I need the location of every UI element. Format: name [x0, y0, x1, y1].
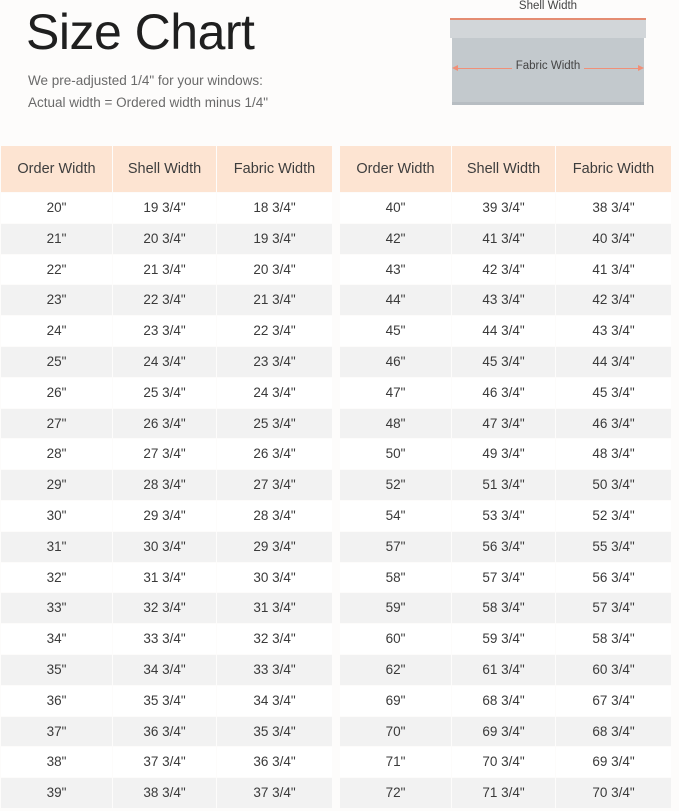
table-cell: 38": [1, 747, 112, 777]
table-cell: 53 3/4": [452, 501, 555, 531]
table-cell: 37 3/4": [217, 778, 332, 808]
table-cell: 40 3/4": [556, 224, 671, 254]
table-cell: 37": [1, 717, 112, 747]
shell-bar: [450, 18, 646, 38]
table-cell: 31 3/4": [113, 563, 216, 593]
fabric-width-label: Fabric Width: [512, 60, 585, 72]
table-cell: 43 3/4": [452, 285, 555, 315]
column-header: Order Width: [1, 146, 112, 192]
table-cell: 57 3/4": [452, 563, 555, 593]
table-cell: 24 3/4": [113, 347, 216, 377]
table-cell: 45 3/4": [452, 347, 555, 377]
table-cell: 50 3/4": [556, 470, 671, 500]
table-cell: 52 3/4": [556, 501, 671, 531]
blind-diagram: [448, 0, 648, 106]
table-cell: 51 3/4": [452, 470, 555, 500]
table-cell: 41 3/4": [452, 224, 555, 254]
table-cell: 32 3/4": [217, 624, 332, 654]
table-cell: 31": [1, 532, 112, 562]
table-cell: 46 3/4": [452, 378, 555, 408]
table-cell: 58": [340, 563, 451, 593]
table-cell: 29": [1, 470, 112, 500]
table-cell: 47 3/4": [452, 409, 555, 439]
table-cell: 34 3/4": [217, 686, 332, 716]
table-cell: 70 3/4": [556, 778, 671, 808]
table-cell: 22 3/4": [113, 285, 216, 315]
table-cell: 27": [1, 409, 112, 439]
column-header: Fabric Width: [217, 146, 332, 192]
table-cell: 20 3/4": [217, 255, 332, 285]
table-cell: 25": [1, 347, 112, 377]
table-cell: 22": [1, 255, 112, 285]
table-cell: 48": [340, 409, 451, 439]
table-cell: 59 3/4": [452, 624, 555, 654]
table-cell: 57": [340, 532, 451, 562]
table-cell: 29 3/4": [113, 501, 216, 531]
table-cell: 18 3/4": [217, 193, 332, 223]
table-cell: 60": [340, 624, 451, 654]
table-cell: 28": [1, 439, 112, 469]
fabric-bottom-rail: [452, 102, 644, 105]
table-cell: 36 3/4": [217, 747, 332, 777]
table-cell: 69 3/4": [556, 747, 671, 777]
table-cell: 34": [1, 624, 112, 654]
table-cell: 30": [1, 501, 112, 531]
table-cell: 38 3/4": [556, 193, 671, 223]
table-cell: 62": [340, 655, 451, 685]
table-cell: 71 3/4": [452, 778, 555, 808]
table-cell: 44 3/4": [556, 347, 671, 377]
column-header: Shell Width: [452, 146, 555, 192]
table-cell: 27 3/4": [217, 470, 332, 500]
table-cell: 36 3/4": [113, 717, 216, 747]
table-cell: 57 3/4": [556, 593, 671, 623]
table-cell: 21 3/4": [113, 255, 216, 285]
table-cell: 33 3/4": [217, 655, 332, 685]
table-cell: 26 3/4": [113, 409, 216, 439]
table-cell: 42 3/4": [556, 285, 671, 315]
table-cell: 24 3/4": [217, 378, 332, 408]
table-cell: 59": [340, 593, 451, 623]
table-cell: 34 3/4": [113, 655, 216, 685]
table-cell: 41 3/4": [556, 255, 671, 285]
table-cell: 42": [340, 224, 451, 254]
table-cell: 56 3/4": [452, 532, 555, 562]
table-cell: 44 3/4": [452, 316, 555, 346]
column-header: Shell Width: [113, 146, 216, 192]
size-table-left: [1, 146, 333, 809]
table-cell: 20 3/4": [113, 224, 216, 254]
table-cell: 46": [340, 347, 451, 377]
column-header: Fabric Width: [556, 146, 671, 192]
table-cell: 33 3/4": [113, 624, 216, 654]
size-table-right: [340, 146, 672, 809]
table-cell: 47": [340, 378, 451, 408]
table-cell: 69 3/4": [452, 717, 555, 747]
table-cell: 31 3/4": [217, 593, 332, 623]
table-cell: 30 3/4": [113, 532, 216, 562]
table-cell: 45 3/4": [556, 378, 671, 408]
table-cell: 19 3/4": [113, 193, 216, 223]
page-title: Size Chart: [26, 4, 255, 60]
table-cell: 26": [1, 378, 112, 408]
table-cell: 25 3/4": [217, 409, 332, 439]
table-cell: 45": [340, 316, 451, 346]
adjustment-note: [28, 70, 268, 114]
table-cell: 71": [340, 747, 451, 777]
table-cell: 56 3/4": [556, 563, 671, 593]
table-cell: 29 3/4": [217, 532, 332, 562]
table-cell: 20": [1, 193, 112, 223]
table-cell: 43 3/4": [556, 316, 671, 346]
table-cell: 61 3/4": [452, 655, 555, 685]
table-cell: 72": [340, 778, 451, 808]
table-cell: 70": [340, 717, 451, 747]
table-cell: 38 3/4": [113, 778, 216, 808]
table-cell: 68 3/4": [452, 686, 555, 716]
table-cell: 24": [1, 316, 112, 346]
table-cell: 43": [340, 255, 451, 285]
table-cell: 50": [340, 439, 451, 469]
table-cell: 48 3/4": [556, 439, 671, 469]
table-cell: 23 3/4": [113, 316, 216, 346]
table-cell: 32": [1, 563, 112, 593]
table-cell: 70 3/4": [452, 747, 555, 777]
note-line-2: Actual width = Ordered width minus 1/4": [28, 95, 269, 110]
table-cell: 35 3/4": [217, 717, 332, 747]
table-cell: 40": [340, 193, 451, 223]
table-cell: 21": [1, 224, 112, 254]
table-cell: 33": [1, 593, 112, 623]
table-cell: 21 3/4": [217, 285, 332, 315]
shell-width-label: Shell Width: [518, 0, 578, 12]
table-cell: 27 3/4": [113, 439, 216, 469]
table-cell: 28 3/4": [113, 470, 216, 500]
table-cell: 22 3/4": [217, 316, 332, 346]
column-header: Order Width: [340, 146, 451, 192]
table-cell: 46 3/4": [556, 409, 671, 439]
table-cell: 28 3/4": [217, 501, 332, 531]
fabric-panel: [452, 38, 644, 102]
table-cell: 49 3/4": [452, 439, 555, 469]
table-cell: 26 3/4": [217, 439, 332, 469]
table-cell: 19 3/4": [217, 224, 332, 254]
table-cell: 35": [1, 655, 112, 685]
table-cell: 37 3/4": [113, 747, 216, 777]
table-cell: 54": [340, 501, 451, 531]
table-cell: 58 3/4": [556, 624, 671, 654]
note-line-1: We pre-adjusted 1/4" for your windows:: [28, 73, 263, 88]
table-cell: 25 3/4": [113, 378, 216, 408]
table-cell: 44": [340, 285, 451, 315]
table-cell: 23": [1, 285, 112, 315]
table-cell: 42 3/4": [452, 255, 555, 285]
table-cell: 32 3/4": [113, 593, 216, 623]
table-cell: 60 3/4": [556, 655, 671, 685]
table-cell: 23 3/4": [217, 347, 332, 377]
table-cell: 36": [1, 686, 112, 716]
table-cell: 69": [340, 686, 451, 716]
table-cell: 39": [1, 778, 112, 808]
table-cell: 67 3/4": [556, 686, 671, 716]
table-cell: 30 3/4": [217, 563, 332, 593]
table-cell: 35 3/4": [113, 686, 216, 716]
table-cell: 68 3/4": [556, 717, 671, 747]
table-cell: 52": [340, 470, 451, 500]
table-cell: 39 3/4": [452, 193, 555, 223]
table-cell: 55 3/4": [556, 532, 671, 562]
table-cell: 58 3/4": [452, 593, 555, 623]
